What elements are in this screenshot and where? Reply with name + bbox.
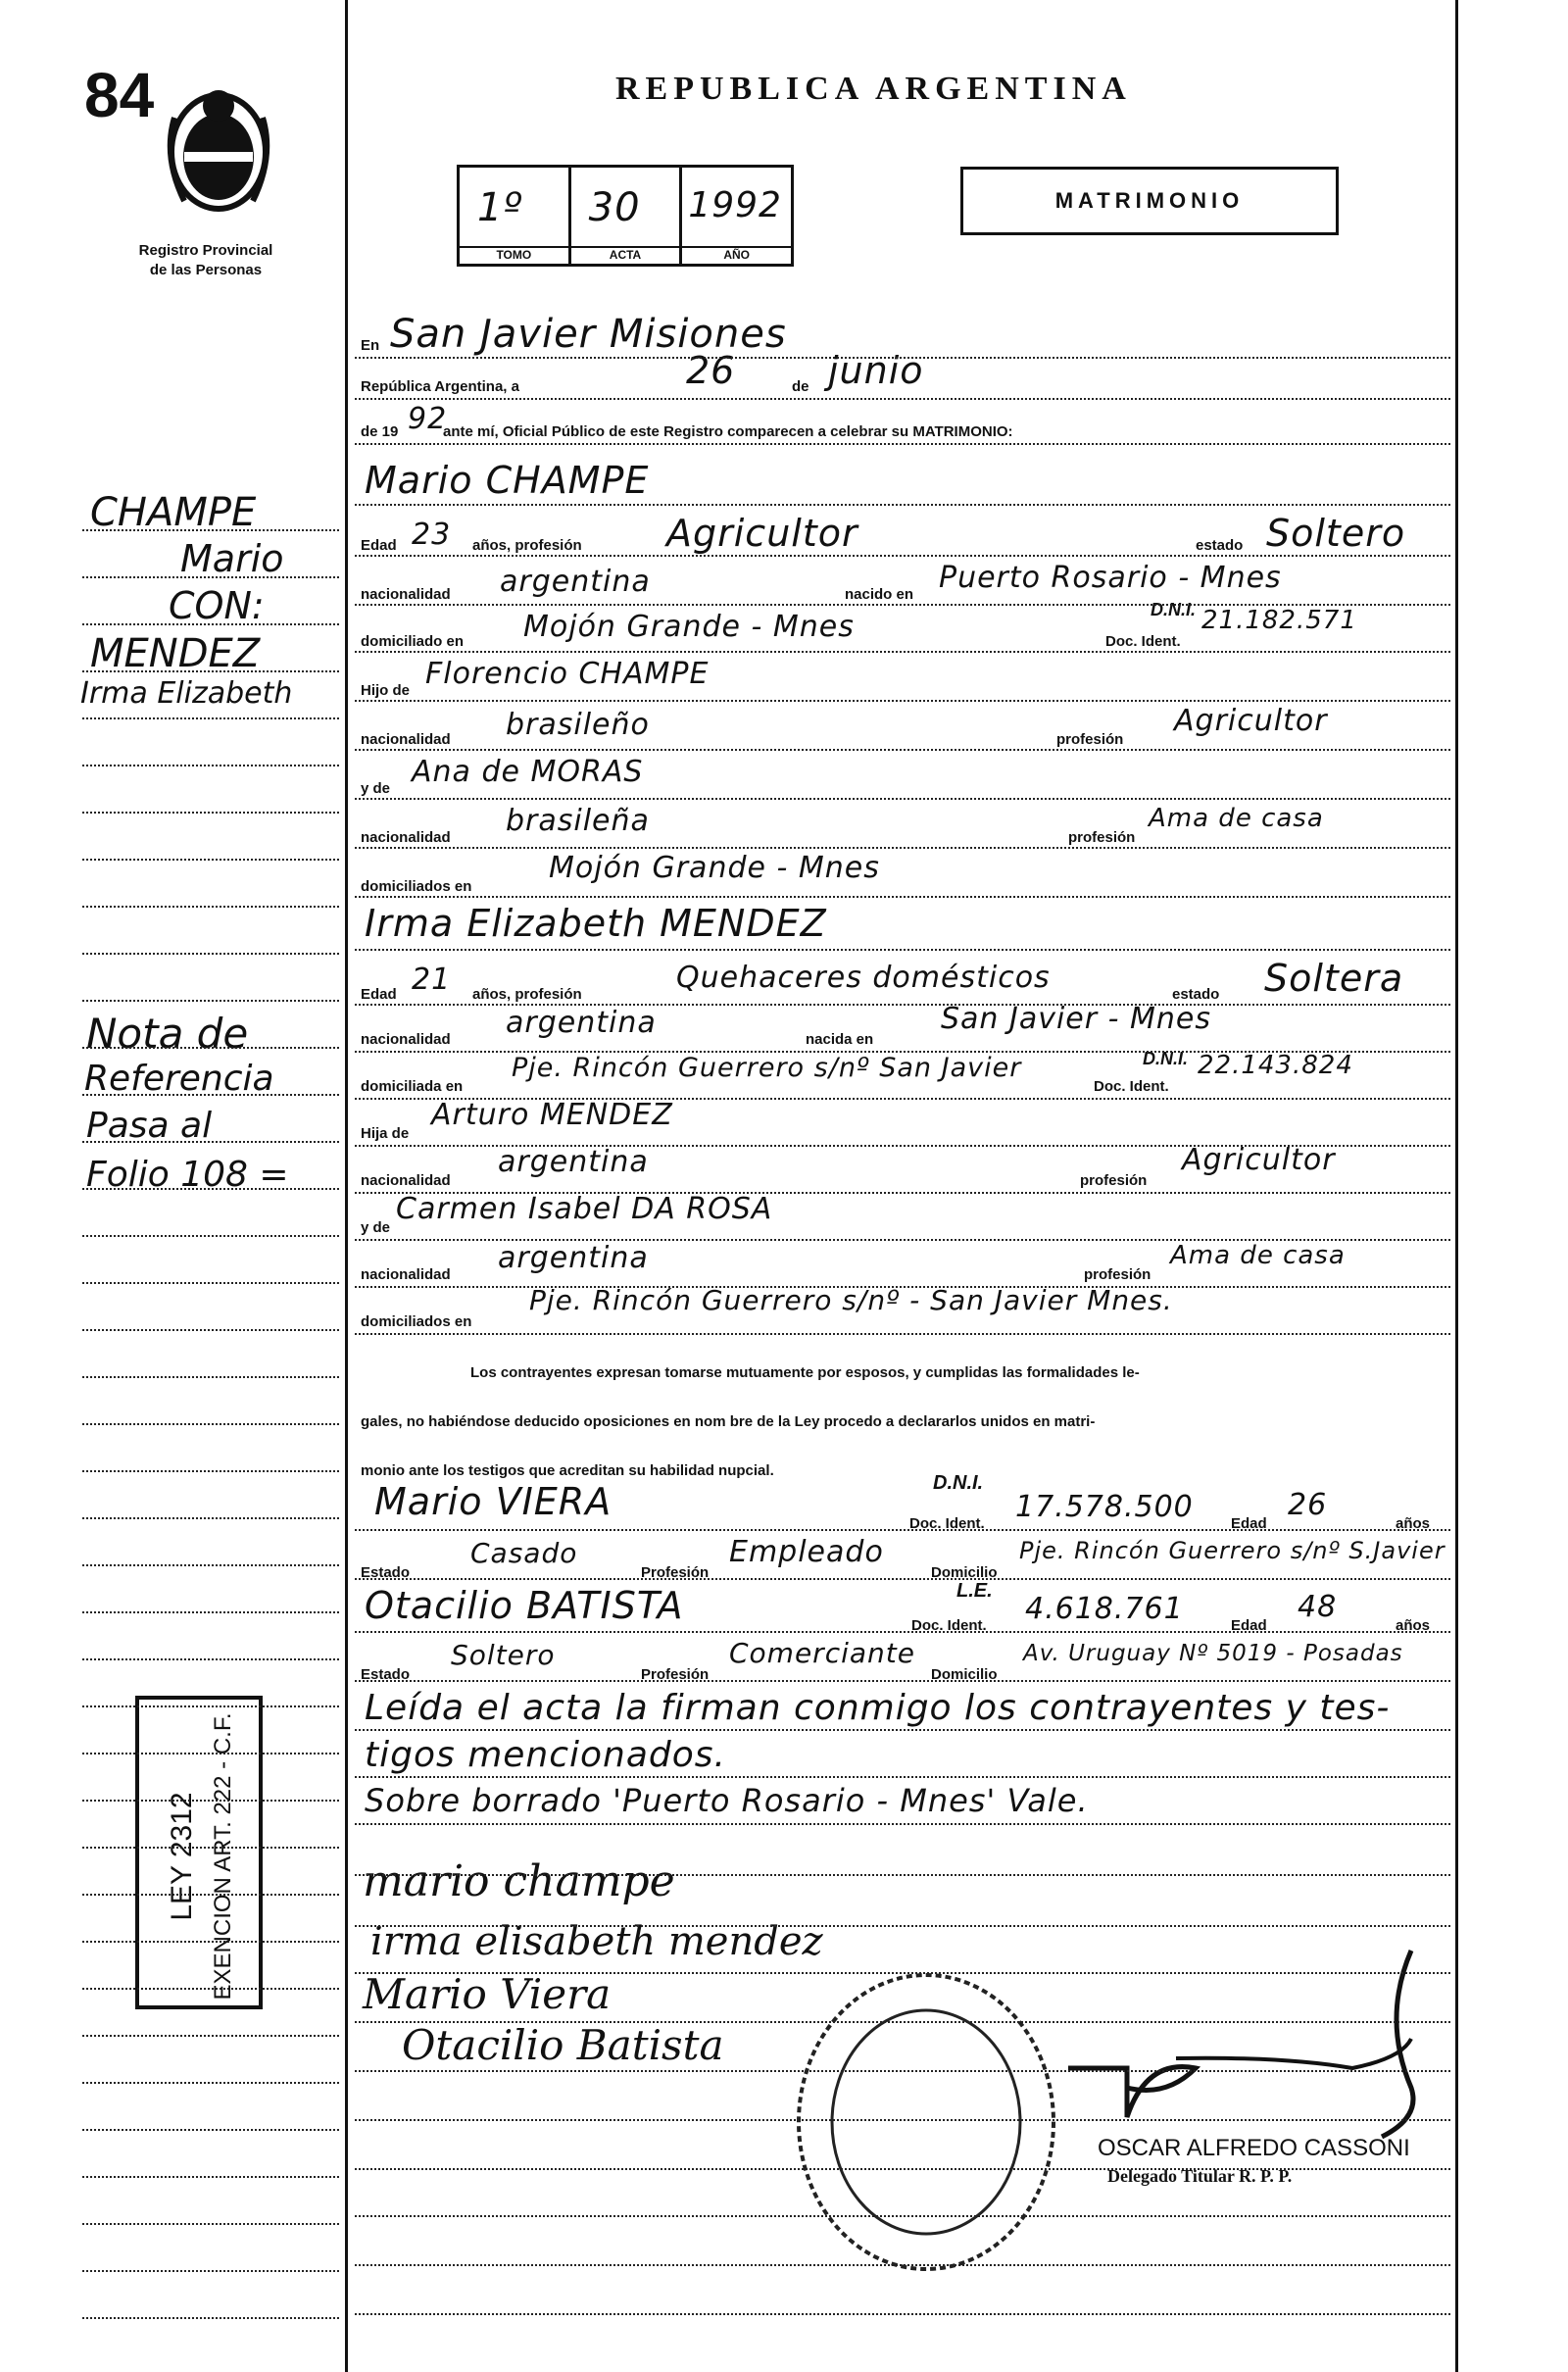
label-estado-groom: estado	[1196, 537, 1244, 554]
margin-ruled-line	[82, 576, 339, 578]
margin-name-2: Irma Elizabeth	[80, 676, 293, 711]
groom-age: 23	[412, 518, 452, 552]
groom-birthplace: Puerto Rosario - Mnes	[939, 561, 1282, 595]
witness-1-domicile: Pje. Rincón Guerrero s/nº S.Javier	[1019, 1537, 1446, 1564]
form-ruled-line	[355, 1098, 1450, 1100]
form-ruled-line	[355, 357, 1450, 359]
stamp-line-1: LEY 2312	[166, 1792, 198, 1921]
witness-2-doc-type: L.E.	[956, 1580, 993, 1602]
label-estado-witness-2: Estado	[361, 1666, 411, 1683]
stamp-line-2: EXENCION ART. 222 - C.F.	[210, 1712, 236, 2001]
label-hijo-de: Hijo de	[361, 682, 411, 699]
signature-groom: mario champe	[363, 1856, 675, 1906]
margin-ruled-line	[82, 670, 339, 672]
margin-name-1: Mario	[180, 537, 284, 580]
form-ruled-line	[355, 847, 1450, 849]
margin-ruled-line	[82, 717, 339, 719]
label-anos-witness-1: años	[1396, 1515, 1431, 1532]
right-border-line	[1455, 0, 1458, 2372]
label-doc-type-groom: D.N.I.	[1151, 600, 1197, 619]
label-edad-bride: Edad	[361, 986, 397, 1003]
registry-line-2: de las Personas	[149, 262, 263, 278]
witness-1-name: Mario VIERA	[374, 1480, 612, 1523]
form-ruled-line	[355, 2215, 1450, 2217]
witness-1-doc-number: 17.578.500	[1015, 1490, 1194, 1524]
margin-ruled-line	[82, 1188, 339, 1190]
form-ruled-line	[355, 2264, 1450, 2266]
label-profesion-bride-mother: profesión	[1084, 1266, 1152, 1283]
form-ruled-line	[355, 1631, 1450, 1633]
tomo-label: TOMO	[460, 246, 568, 262]
label-doc-ident-witness-2: Doc. Ident.	[911, 1617, 987, 1634]
form-ruled-line	[355, 749, 1450, 751]
margin-ruled-line	[82, 2317, 339, 2319]
label-profesion-groom-mother: profesión	[1068, 829, 1136, 846]
tomo-cell	[460, 168, 571, 264]
form-ruled-line	[355, 651, 1450, 653]
bride-father-profession: Agricultor	[1182, 1143, 1336, 1177]
label-edad-witness-2: Edad	[1231, 1617, 1267, 1634]
bride-nationality: argentina	[506, 1006, 657, 1040]
groom-mother: Ana de MORAS	[412, 755, 644, 789]
bride-father: Arturo MENDEZ	[431, 1098, 673, 1132]
groom-parents-domicile: Mojón Grande - Mnes	[549, 851, 880, 885]
margin-ruled-line	[82, 1376, 339, 1378]
bride-status: Soltera	[1264, 957, 1404, 1000]
record-number-box	[457, 165, 794, 267]
intro-day: 26	[686, 349, 736, 392]
label-en: En	[361, 337, 380, 354]
margin-note-2: Referencia	[84, 1059, 274, 1099]
signature-witness-2: Otacilio Batista	[402, 2021, 724, 2069]
label-doc-ident-witness-1: Doc. Ident.	[909, 1515, 985, 1532]
label-doc-type-bride: D.N.I.	[1143, 1049, 1189, 1068]
groom-nationality: argentina	[500, 565, 651, 599]
declaration-line-1: Los contrayentes expresan tomarse mutuamente por esposos, y cumplidas las formalidades le-	[470, 1364, 1140, 1381]
witness-2-status: Soltero	[451, 1639, 556, 1671]
margin-ruled-line	[82, 529, 339, 531]
margin-ruled-line	[82, 2176, 339, 2178]
bride-profession: Quehaceres domésticos	[676, 961, 1051, 995]
margin-ruled-line	[82, 1847, 339, 1849]
form-ruled-line	[355, 1972, 1450, 1974]
bride-father-nationality: argentina	[498, 1145, 649, 1179]
form-ruled-line	[355, 504, 1450, 506]
margin-ruled-line	[82, 2129, 339, 2131]
margin-ruled-line	[82, 1894, 339, 1896]
exemption-stamp	[135, 1696, 263, 2009]
margin-ruled-line	[82, 2270, 339, 2272]
margin-ruled-line	[82, 859, 339, 861]
form-ruled-line	[355, 2021, 1450, 2023]
margin-ruled-line	[82, 1094, 339, 1096]
margin-ruled-line	[82, 1658, 339, 1660]
label-republica: República Argentina, a	[361, 378, 519, 395]
form-ruled-line	[355, 1578, 1450, 1580]
groom-profession: Agricultor	[666, 512, 858, 555]
label-doc-ident-groom: Doc. Ident.	[1105, 633, 1181, 650]
form-ruled-line	[355, 1239, 1450, 1241]
margin-ruled-line	[82, 2082, 339, 2084]
groom-domicile: Mojón Grande - Mnes	[523, 610, 855, 644]
label-nacionalidad-bride: nacionalidad	[361, 1031, 451, 1048]
label-nacionalidad-groom-father: nacionalidad	[361, 731, 451, 748]
witness-2-age: 48	[1298, 1590, 1338, 1624]
official-title: Delegado Titular R. P. P.	[1107, 2166, 1293, 2186]
margin-divider-line	[345, 0, 348, 2372]
bride-mother-profession: Ama de casa	[1170, 1241, 1346, 1270]
act-type-label: MATRIMONIO	[1054, 188, 1245, 213]
acta-cell	[571, 168, 683, 264]
margin-ruled-line	[82, 953, 339, 955]
ano-cell	[682, 168, 791, 264]
label-anos-profesion-groom: años, profesión	[472, 537, 582, 554]
bride-name: Irma Elizabeth MENDEZ	[365, 902, 827, 945]
form-ruled-line	[355, 2168, 1450, 2170]
label-nacionalidad-groom-mother: nacionalidad	[361, 829, 451, 846]
form-ruled-line	[355, 798, 1450, 800]
form-ruled-line	[355, 443, 1450, 445]
bride-mother-nationality: argentina	[498, 1241, 649, 1275]
margin-ruled-line	[82, 1423, 339, 1425]
declaration-line-3: monio ante los testigos que acreditan su habilidad nupcial.	[361, 1462, 774, 1479]
acta-value: 30	[588, 185, 641, 230]
label-de-19: de 19	[361, 423, 399, 440]
bride-age: 21	[412, 963, 452, 997]
witness-1-status: Casado	[470, 1537, 578, 1569]
label-profesion-witness-2: Profesión	[641, 1666, 710, 1683]
label-hija-de: Hija de	[361, 1125, 410, 1142]
groom-status: Soltero	[1266, 512, 1406, 555]
tomo-value: 1º	[477, 185, 523, 230]
act-type-box	[960, 167, 1339, 235]
margin-note-3: Pasa al	[86, 1106, 213, 1146]
label-nacionalidad-bride-mother: nacionalidad	[361, 1266, 451, 1283]
label-nacionalidad-groom: nacionalidad	[361, 586, 451, 603]
groom-name: Mario CHAMPE	[365, 459, 650, 502]
page-number: 84	[84, 60, 155, 130]
margin-ruled-line	[82, 765, 339, 766]
form-ruled-line	[355, 2070, 1450, 2072]
exemption-stamp-text	[162, 1713, 244, 2001]
form-ruled-line	[355, 1729, 1450, 1731]
form-ruled-line	[355, 1286, 1450, 1288]
groom-mother-nationality: brasileña	[506, 804, 650, 838]
margin-ruled-line	[82, 1941, 339, 1943]
witness-2-domicile: Av. Uruguay Nº 5019 - Posadas	[1023, 1641, 1403, 1666]
label-domicilio-witness-1: Domicilio	[931, 1564, 998, 1581]
margin-ruled-line	[82, 1282, 339, 1284]
official-name: OSCAR ALFREDO CASSONI	[1098, 2135, 1410, 2161]
label-profesion-bride-father: profesión	[1080, 1172, 1148, 1189]
form-ruled-line	[355, 2119, 1450, 2121]
form-ruled-line	[355, 1333, 1450, 1335]
groom-father: Florencio CHAMPE	[425, 657, 710, 691]
form-ruled-line	[355, 1925, 1450, 1927]
intro-comparecen: ante mí, Oficial Público de este Registro comparecen a celebrar su MATRIMONIO:	[443, 423, 1013, 440]
margin-ruled-line	[82, 1800, 339, 1802]
intro-place: San Javier Misiones	[390, 312, 787, 357]
bride-doc-number: 22.143.824	[1198, 1051, 1353, 1080]
form-ruled-line	[355, 1776, 1450, 1778]
label-y-de-groom: y de	[361, 780, 391, 797]
form-ruled-line	[355, 1680, 1450, 1682]
form-ruled-line	[355, 1874, 1450, 1876]
margin-ruled-line	[82, 1611, 339, 1613]
form-ruled-line	[355, 2313, 1450, 2315]
margin-ruled-line	[82, 1235, 339, 1237]
witness-2-profession: Comerciante	[729, 1637, 915, 1669]
bride-mother: Carmen Isabel DA ROSA	[396, 1192, 773, 1226]
form-ruled-line	[355, 949, 1450, 951]
margin-surname-1: CHAMPE	[90, 490, 257, 535]
form-ruled-line	[355, 896, 1450, 898]
registry-line-1: Registro Provincial	[138, 242, 273, 259]
witness-1-profession: Empleado	[729, 1535, 884, 1569]
margin-ruled-line	[82, 906, 339, 908]
margin-ruled-line	[82, 623, 339, 625]
ano-value: 1992	[688, 185, 782, 225]
groom-father-nationality: brasileño	[506, 708, 650, 742]
label-profesion-witness-1: Profesión	[641, 1564, 710, 1581]
margin-ruled-line	[82, 812, 339, 814]
form-ruled-line	[355, 1004, 1450, 1006]
bride-birthplace: San Javier - Mnes	[941, 1002, 1211, 1036]
groom-doc-number: 21.182.571	[1201, 606, 1357, 635]
witness-1-doc-type: D.N.I.	[933, 1472, 984, 1494]
label-domiciliados-en-bride: domiciliados en	[361, 1313, 472, 1330]
country-title: REPUBLICA ARGENTINA	[615, 71, 1132, 107]
intro-month: junio	[828, 349, 924, 392]
witness-2-name: Otacilio BATISTA	[365, 1584, 684, 1627]
ano-label: AÑO	[682, 246, 791, 262]
margin-ruled-line	[82, 1564, 339, 1566]
form-ruled-line	[355, 398, 1450, 400]
coat-of-arms-icon	[155, 78, 282, 216]
label-de: de	[792, 378, 809, 395]
registry-name	[98, 241, 314, 280]
closing-line-1: Leída el acta la firman conmigo los contrayentes y tes-	[365, 1688, 1391, 1728]
form-ruled-line	[355, 1145, 1450, 1147]
form-ruled-line	[355, 604, 1450, 606]
margin-ruled-line	[82, 2035, 339, 2037]
witness-1-age: 26	[1288, 1488, 1328, 1522]
closing-line-2: tigos mencionados.	[365, 1735, 726, 1775]
margin-ruled-line	[82, 1141, 339, 1143]
label-domiciliado-en-groom: domiciliado en	[361, 633, 465, 650]
margin-note-4: Folio 108 =	[86, 1155, 289, 1195]
label-nacida-en: nacida en	[806, 1031, 874, 1048]
label-edad-groom: Edad	[361, 537, 397, 554]
margin-ruled-line	[82, 1753, 339, 1754]
margin-note-1: Nota de	[86, 1010, 249, 1058]
groom-father-profession: Agricultor	[1174, 704, 1328, 738]
label-edad-witness-1: Edad	[1231, 1515, 1267, 1532]
witness-2-doc-number: 4.618.761	[1025, 1592, 1184, 1626]
signature-bride: irma elisabeth mendez	[370, 1919, 823, 1964]
margin-ruled-line	[82, 1988, 339, 1990]
form-ruled-line	[355, 1192, 1450, 1194]
signature-witness-1: Mario Viera	[363, 1970, 612, 2018]
margin-ruled-line	[82, 1705, 339, 1707]
label-nacionalidad-bride-father: nacionalidad	[361, 1172, 451, 1189]
label-estado-witness-1: Estado	[361, 1564, 411, 1581]
margin-surname-2: MENDEZ	[90, 631, 261, 676]
bride-domicile: Pje. Rincón Guerrero s/nº San Javier	[512, 1053, 1022, 1083]
intro-year-suffix: 92	[408, 402, 448, 436]
label-domiciliada-en: domiciliada en	[361, 1078, 464, 1095]
label-anos-profesion-bride: años, profesión	[472, 986, 582, 1003]
label-estado-bride: estado	[1172, 986, 1220, 1003]
bride-parents-domicile: Pje. Rincón Guerrero s/nº - San Javier Mnes.	[529, 1284, 1173, 1316]
margin-ruled-line	[82, 1000, 339, 1002]
label-domicilio-witness-2: Domicilio	[931, 1666, 998, 1683]
closing-line-3: Sobre borrado 'Puerto Rosario - Mnes' Vale.	[365, 1782, 1089, 1819]
form-ruled-line	[355, 700, 1450, 702]
form-ruled-line	[355, 1051, 1450, 1053]
label-profesion-groom-father: profesión	[1056, 731, 1124, 748]
margin-ruled-line	[82, 1329, 339, 1331]
label-y-de-bride: y de	[361, 1219, 391, 1236]
label-nacido-en: nacido en	[845, 586, 914, 603]
form-ruled-line	[355, 1823, 1450, 1825]
form-ruled-line	[355, 1529, 1450, 1531]
form-ruled-line	[355, 555, 1450, 557]
margin-ruled-line	[82, 1470, 339, 1472]
acta-label: ACTA	[571, 246, 680, 262]
label-domiciliados-en-groom: domiciliados en	[361, 878, 472, 895]
margin-ruled-line	[82, 2223, 339, 2225]
groom-mother-profession: Ama de casa	[1149, 804, 1324, 833]
margin-con: CON:	[169, 584, 265, 627]
official-seal-icon	[784, 1960, 1068, 2284]
margin-ruled-line	[82, 1047, 339, 1049]
margin-ruled-line	[82, 1517, 339, 1519]
declaration-line-2: gales, no habiéndose deducido oposiciones en nom bre de la Ley procedo a declararlos unidos en matri-	[361, 1413, 1096, 1430]
label-doc-ident-bride: Doc. Ident.	[1094, 1078, 1169, 1095]
label-anos-witness-2: años	[1396, 1617, 1431, 1634]
